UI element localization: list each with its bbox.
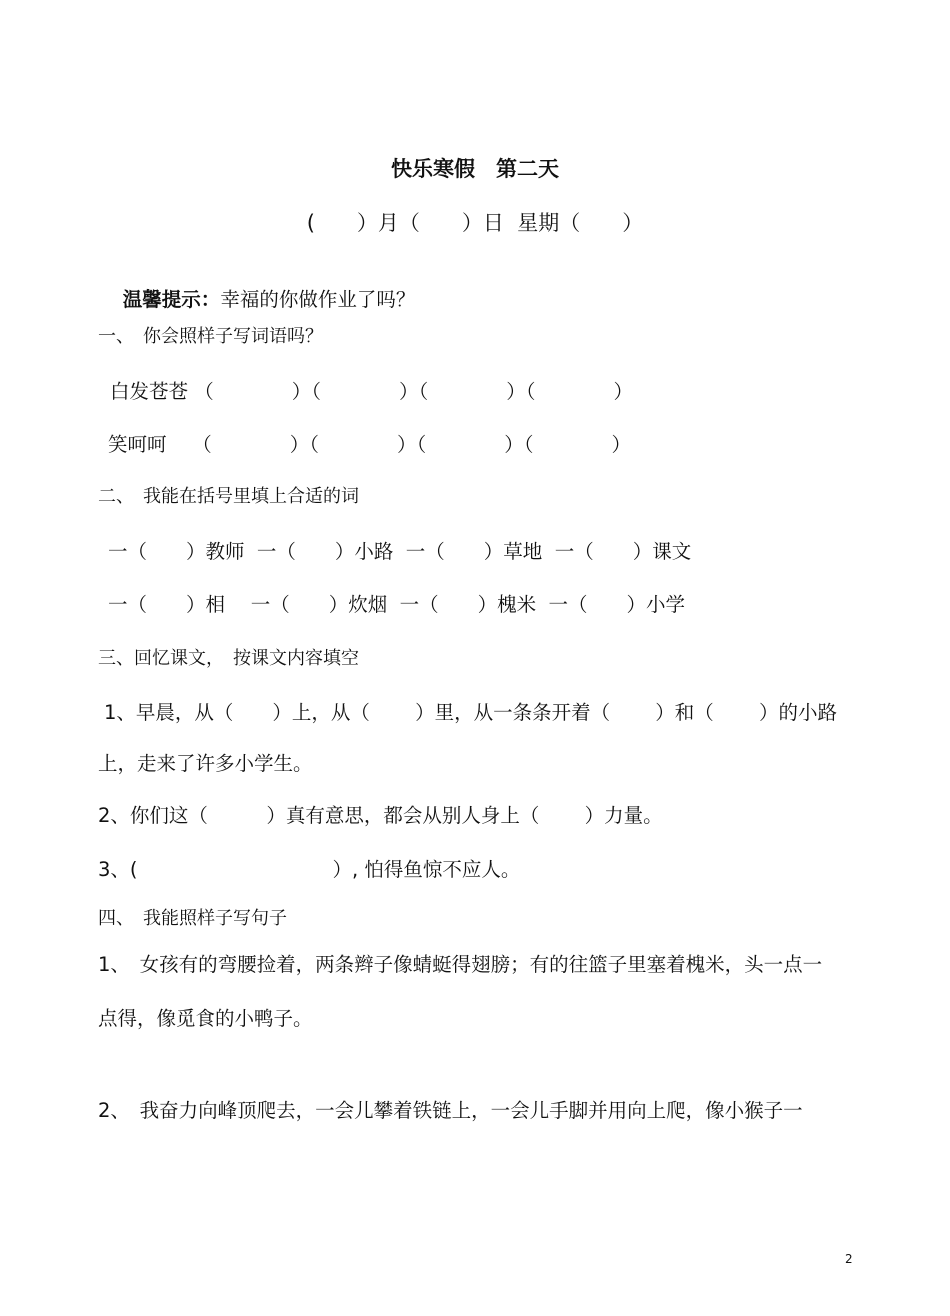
section4-heading: 四、 我能照样子写句子 xyxy=(98,908,287,929)
section3-q1-line1: 1、早晨，从（ ）上，从（ ）里，从一条条开着（ ）和（ ）的小路 xyxy=(104,701,838,724)
section2-row-1: 一（ ）教师 一（ ）小路 一（ ）草地 一（ ）课文 xyxy=(108,540,692,563)
section1-heading: 一、 你会照样子写词语吗？ xyxy=(98,326,323,347)
page-number: 2 xyxy=(845,1252,853,1266)
section3-q3: 3、( ）, 怕得鱼惊不应人。 xyxy=(98,858,521,881)
tip-text: 幸福的你做作业了吗？ xyxy=(220,287,416,311)
date-line: ( ）月（ ）日 星期（ ） xyxy=(306,211,644,235)
section3-heading: 三、回忆课文， 按课文内容填空 xyxy=(98,648,359,669)
tip-label: 温馨提示： xyxy=(122,287,221,311)
section3-q2: 2、你们这（ ）真有意思，都会从别人身上（ ）力量。 xyxy=(98,804,663,827)
section4-q1-line1: 1、 女孩有的弯腰捡着，两条辫子像蜻蜓得翅膀；有的往篮子里塞着槐米，头一点一 xyxy=(98,953,823,976)
section3-q1-line2: 上，走来了许多小学生。 xyxy=(98,752,313,775)
section4-q2: 2、 我奋力向峰顶爬去，一会儿攀着铁链上，一会儿手脚并用向上爬，像小猴子一 xyxy=(98,1099,803,1122)
tip-line xyxy=(98,270,415,329)
section2-row-2: 一（ ）相 一（ ）炊烟 一（ ）槐米 一（ ）小学 xyxy=(108,593,685,616)
section2-heading: 二、 我能在括号里填上合适的词 xyxy=(98,486,359,507)
section4-q1-line2: 点得，像觅食的小鸭子。 xyxy=(98,1007,313,1030)
section1-row-1: 白发苍苍 （ ）（ ）（ ）（ ） xyxy=(110,380,633,403)
page-title: 快乐寒假 第二天 xyxy=(391,157,559,181)
section1-row-2: 笑呵呵 （ ）（ ）（ ）（ ） xyxy=(108,433,631,456)
